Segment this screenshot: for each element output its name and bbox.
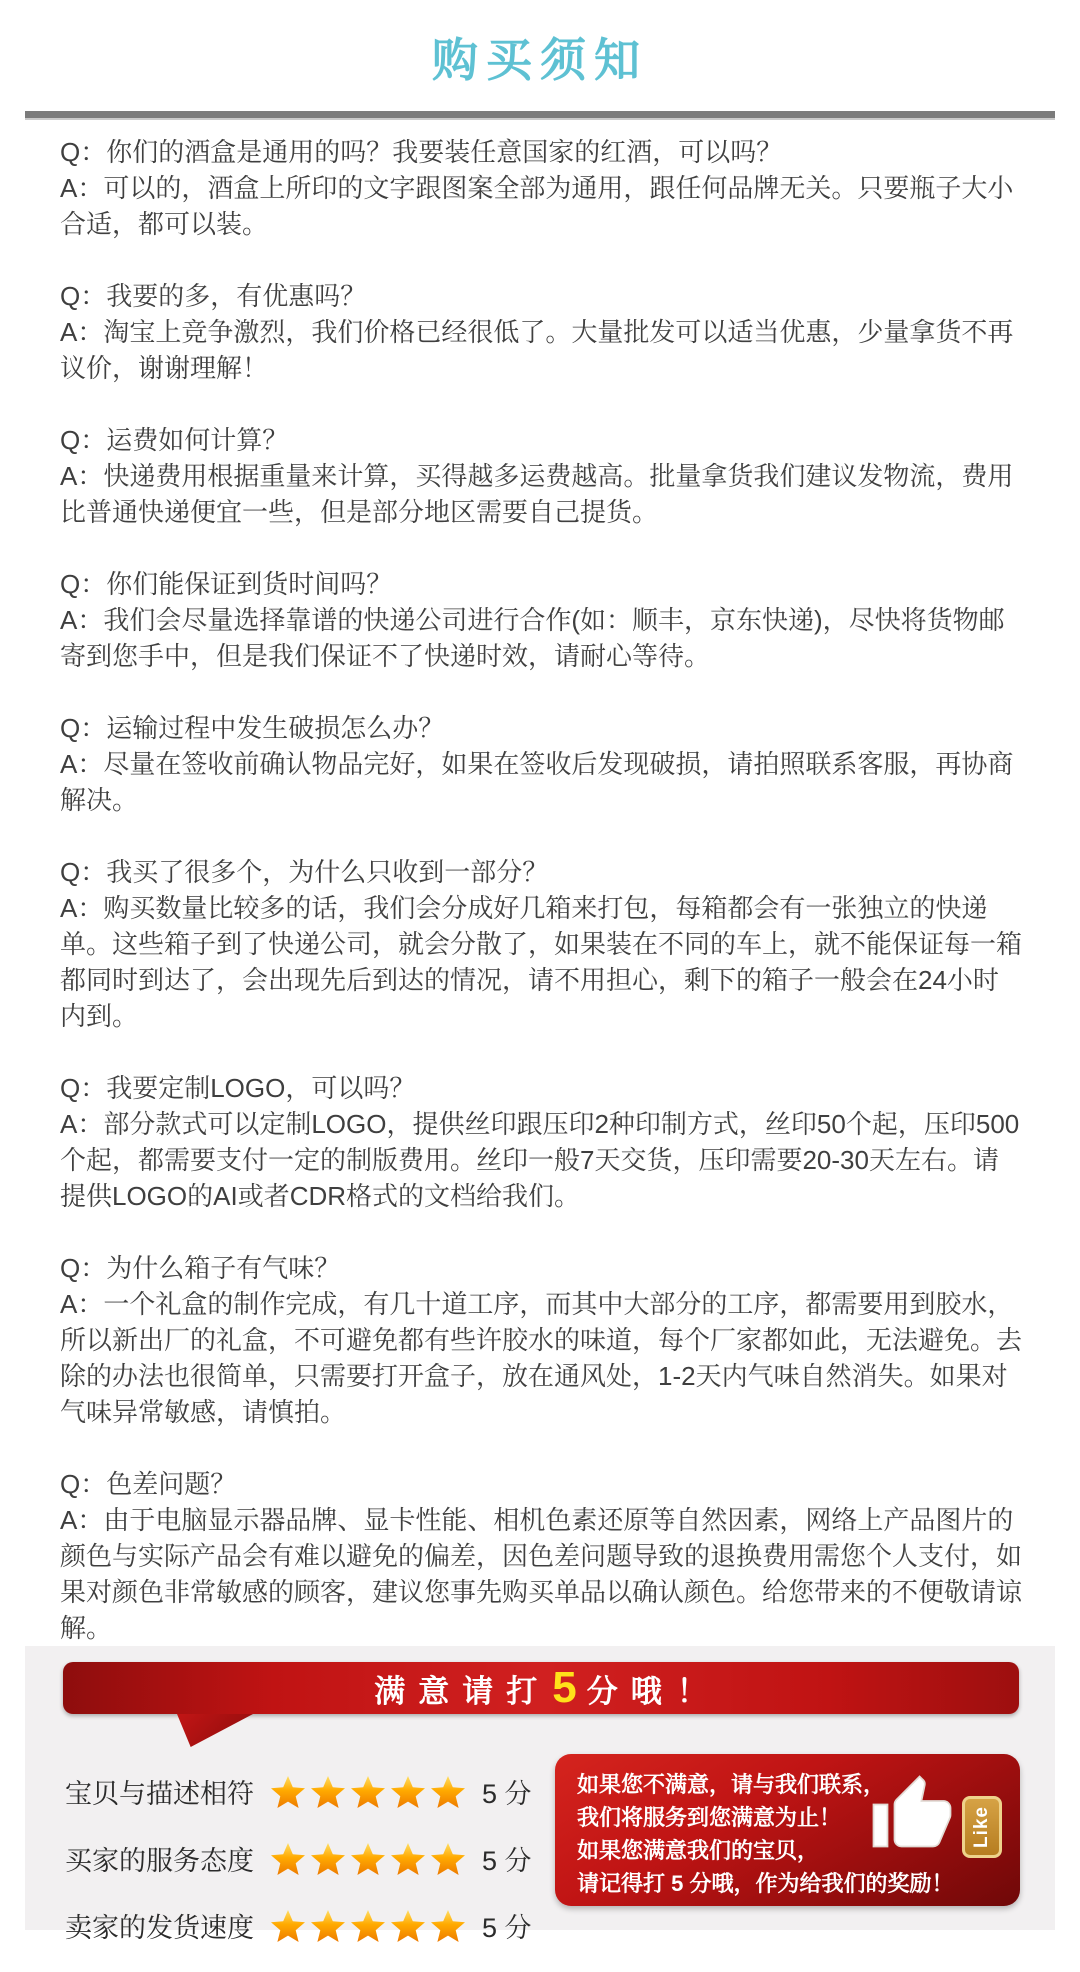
star-icon <box>310 1909 346 1943</box>
star-icon <box>310 1775 346 1809</box>
thumbs-up-group <box>870 1770 1002 1874</box>
notice-card <box>555 1754 1020 1906</box>
faq-answer: A：快递费用根据重量来计算，买得越多运费越高。批量拿货我们建议发物流，费用比普通快递便宜一些，但是部分地区需要自己提货。 <box>60 461 1014 527</box>
faq-section <box>60 134 1022 1682</box>
star-icon <box>350 1909 386 1943</box>
like-badge-label: Like <box>971 1805 992 1849</box>
rating-score: 5 分 <box>482 1913 532 1943</box>
faq-question: Q：为什么箱子有气味？ <box>60 1253 341 1283</box>
rating-row <box>65 1764 532 1819</box>
rating-row <box>65 1831 532 1886</box>
rating-label: 宝贝与描述相符 <box>65 1779 254 1809</box>
rating-score: 5 分 <box>482 1779 532 1809</box>
faq-answer: A：可以的，酒盒上所印的文字跟图案全部为通用，跟任何品牌无关。只要瓶子大小合适，都可以装。 <box>60 173 1014 239</box>
faq-answer: A：尽量在签收前确认物品完好，如果在签收后发现破损，请拍照联系客服，再协商解决。 <box>60 749 1014 815</box>
rating-row <box>65 1898 532 1953</box>
faq-question: Q：运费如何计算？ <box>60 425 289 455</box>
banner-prefix: 满意请打 <box>374 1673 551 1709</box>
star-icon <box>430 1775 466 1809</box>
faq-question: Q：你们的酒盒是通用的吗？我要装任意国家的红酒，可以吗？ <box>60 137 783 167</box>
rating-banner <box>63 1662 1019 1714</box>
star-icon <box>270 1909 306 1943</box>
faq-answer: A：部分款式可以定制LOGO，提供丝印跟压印2种印制方式，丝印50个起，压印500个起，都需要支付一定的制版费用。丝印一般7天交货，压印需要20-30天左右。请提供LOGO的AI或者CDR格式的文档给我们。 <box>60 1109 1020 1211</box>
star-icon <box>390 1842 426 1876</box>
banner-tail <box>177 1714 253 1747</box>
faq-question: Q：运输过程中发生破损怎么办？ <box>60 713 445 743</box>
like-badge <box>962 1796 1002 1858</box>
star-icon <box>430 1909 466 1943</box>
faq-answer: A：购买数量比较多的话，我们会分成好几箱来打包，每箱都会有一张独立的快递单。这些箱子到了快递公司，就会分散了，如果装在不同的车上，就不能保证每一箱都同时到达了，会出现先后到达的情况，请不用担心，剩下的箱子一般会在24小时内到。 <box>60 893 1023 1031</box>
faq-item <box>60 854 1022 1034</box>
star-icon <box>430 1842 466 1876</box>
faq-item <box>60 1070 1022 1214</box>
banner-suffix: 分哦 <box>586 1673 675 1709</box>
star-rating <box>270 1842 470 1876</box>
star-icon <box>390 1909 426 1943</box>
faq-item <box>60 1466 1022 1646</box>
faq-answer: A：一个礼盒的制作完成，有几十道工序，而其中大部分的工序，都需要用到胶水，所以新出厂的礼盒，不可避免都有些许胶水的味道，每个厂家都如此，无法避免。去除的办法也很简单，只需要打开盒子，放在通风处，1-2天内气味自然消失。如果对气味异常敏感，请慎拍。 <box>60 1289 1023 1427</box>
faq-question: Q：我要的多，有优惠吗？ <box>60 281 367 311</box>
rating-footer-panel <box>25 1646 1055 1943</box>
faq-question: Q：你们能保证到货时间吗？ <box>60 569 393 599</box>
star-rating <box>270 1775 470 1809</box>
rating-label: 卖家的发货速度 <box>65 1913 254 1943</box>
faq-question: Q：我买了很多个，为什么只收到一部分？ <box>60 857 549 887</box>
score-highlight: 5 <box>552 1663 577 1712</box>
thumbs-up-icon <box>870 1770 954 1860</box>
star-icon <box>350 1842 386 1876</box>
star-icon <box>270 1775 306 1809</box>
faq-answer: A：由于电脑显示器品牌、显卡性能、相机色素还原等自然因素，网络上产品图片的颜色与实际产品会有难以避免的偏差，因色差问题导致的退换费用需您个人支付，如果对颜色非常敏感的顾客，建议您事先购买单品以确认颜色。给您带来的不便敬请谅解。 <box>60 1505 1023 1643</box>
star-icon <box>270 1842 306 1876</box>
faq-item <box>60 422 1022 530</box>
faq-item <box>60 1250 1022 1430</box>
faq-question: Q：色差问题？ <box>60 1469 237 1499</box>
faq-answer: A：淘宝上竞争激烈，我们价格已经很低了。大量批发可以适当优惠，少量拿货不再议价，谢谢理解！ <box>60 317 1014 383</box>
rating-list <box>65 1764 532 1965</box>
notice-line: 如果您不满意，请与我们联系， <box>577 1772 886 1797</box>
notice-line: 请记得打 5 分哦，作为给我们的奖励！ <box>577 1871 954 1896</box>
title-divider <box>25 111 1055 120</box>
faq-item <box>60 134 1022 242</box>
faq-item <box>60 710 1022 818</box>
notice-line: 我们将服务到您满意为止！ <box>577 1805 842 1830</box>
rating-label: 买家的服务态度 <box>65 1846 254 1876</box>
star-icon <box>390 1775 426 1809</box>
notice-line: 如果您满意我们的宝贝， <box>577 1838 820 1863</box>
banner-exclaim: ！ <box>676 1673 708 1709</box>
page-title: 购买须知 <box>432 34 648 86</box>
star-rating <box>270 1909 470 1943</box>
star-icon <box>310 1842 346 1876</box>
star-icon <box>350 1775 386 1809</box>
faq-question: Q：我要定制LOGO，可以吗？ <box>60 1073 416 1103</box>
banner-text <box>374 1663 708 1712</box>
faq-item <box>60 566 1022 674</box>
faq-answer: A：我们会尽量选择靠谱的快递公司进行合作(如：顺丰，京东快递)，尽快将货物邮寄到您手中，但是我们保证不了快递时效，请耐心等待。 <box>60 605 1005 671</box>
rating-score: 5 分 <box>482 1846 532 1876</box>
faq-item <box>60 278 1022 386</box>
